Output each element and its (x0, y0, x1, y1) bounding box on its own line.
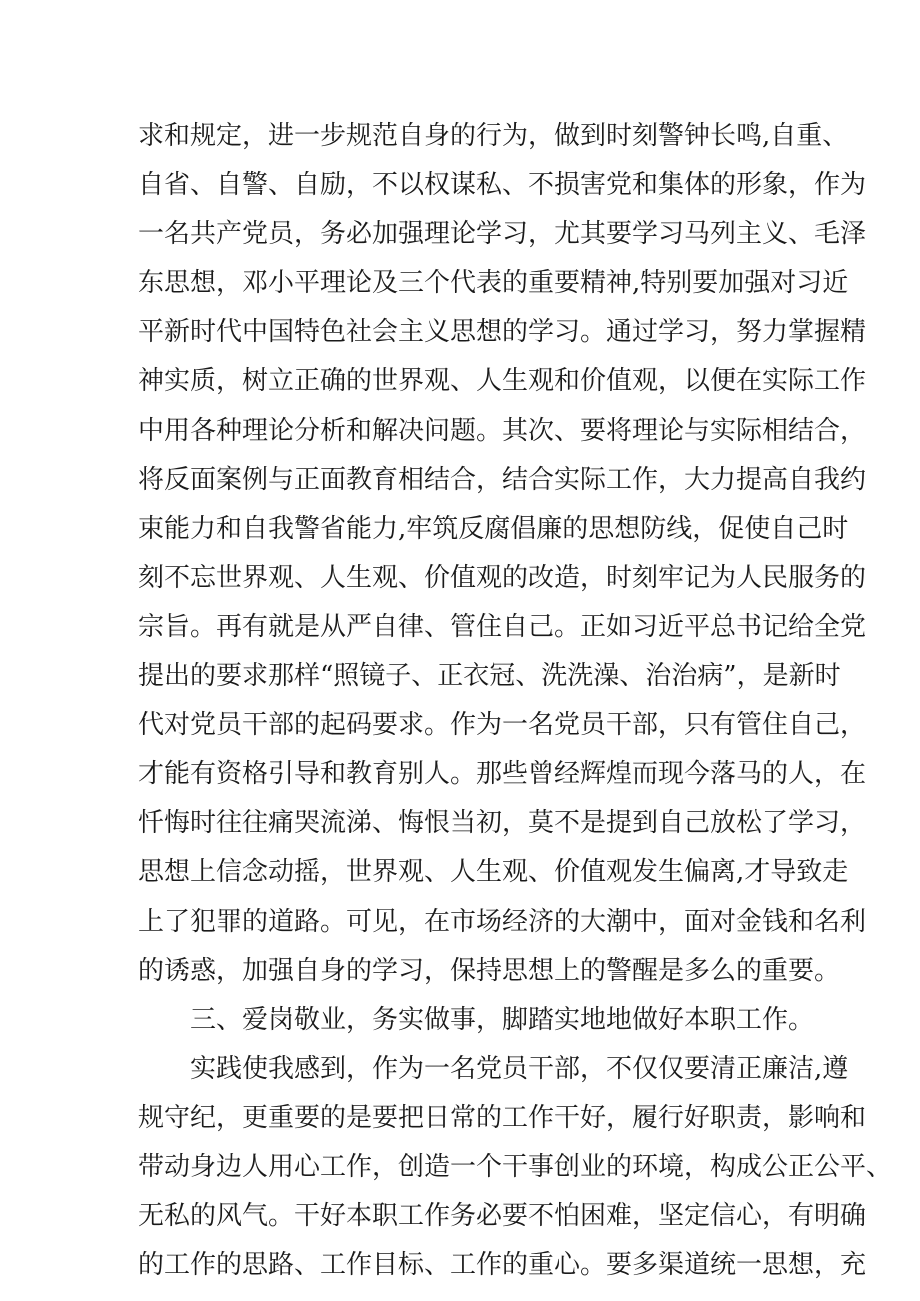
text-line: 代对党员干部的起码要求。作为一名党员干部，只有管住自己， (138, 710, 867, 741)
text-line: 上了犯罪的道路。可见，在市场经济的大潮中，面对金钱和名利 (138, 906, 867, 937)
text-line: 无私的风气。干好本职工作务必要不怕困难，坚定信心，有明确 (138, 1201, 867, 1232)
text-line: 规守纪，更重要的是要把日常的工作干好，履行好职责，影响和 (138, 1102, 867, 1133)
text-line: 宗旨。再有就是从严自律、管住自己。正如习近平总书记给全党 (138, 611, 867, 642)
text-line: 平新时代中国特色社会主义思想的学习。通过学习，努力掌握精 (138, 317, 867, 348)
text-line: 刻不忘世界观、人生观、价值观的改造，时刻牢记为人民服务的 (138, 562, 867, 593)
text-line: 束能力和自我警省能力,牢筑反腐倡廉的思想防线，促使自己时 (138, 513, 849, 544)
text-line: 思想上信念动摇，世界观、人生观、价值观发生偏离,才导致走 (138, 857, 849, 888)
text-line: 求和规定，进一步规范自身的行为，做到时刻警钟长鸣,自重、 (138, 121, 849, 151)
text-line: 实践使我感到，作为一名党员干部，不仅仅要清正廉洁,遵 (190, 1053, 849, 1084)
text-line: 一名共产党员，务必加强理论学习，尤其要学习马列主义、毛泽 (138, 219, 867, 250)
text-line: 提出的要求那样“照镜子、正衣冠、洗洗澡、治治病”，是新时 (138, 661, 841, 692)
text-line: 神实质，树立正确的世界观、人生观和价值观，以便在实际工作 (138, 366, 867, 397)
text-line: 的诱惑，加强自身的学习，保持思想上的警醒是多么的重要。 (138, 955, 841, 986)
text-line: 将反面案例与正面教育相结合，结合实际工作，大力提高自我约 (138, 464, 867, 495)
text-line: 带动身边人用心工作，创造一个干事创业的环境，构成公正公平、 (138, 1151, 893, 1182)
body-text (138, 112, 893, 1290)
text-line: 中用各种理论分析和解决问题。其次、要将理论与实际相结合， (138, 415, 867, 446)
text-line: 自省、自警、自励，不以权谋私、不损害党和集体的形象，作为 (138, 170, 867, 201)
text-line: 才能有资格引导和教育别人。那些曾经辉煌而现今落马的人，在 (138, 759, 867, 790)
text-line: 的工作的思路、工作目标、工作的重心。要多渠道统一思想，充 (138, 1250, 867, 1281)
section-heading: 三、爱岗敬业，务实做事，脚踏实地地做好本职工作。 (190, 1004, 815, 1035)
text-line: 东思想，邓小平理论及三个代表的重要精神,特别要加强对习近 (138, 268, 849, 299)
text-line: 忏悔时往往痛哭流涕、悔恨当初，莫不是提到自己放松了学习， (138, 808, 867, 839)
